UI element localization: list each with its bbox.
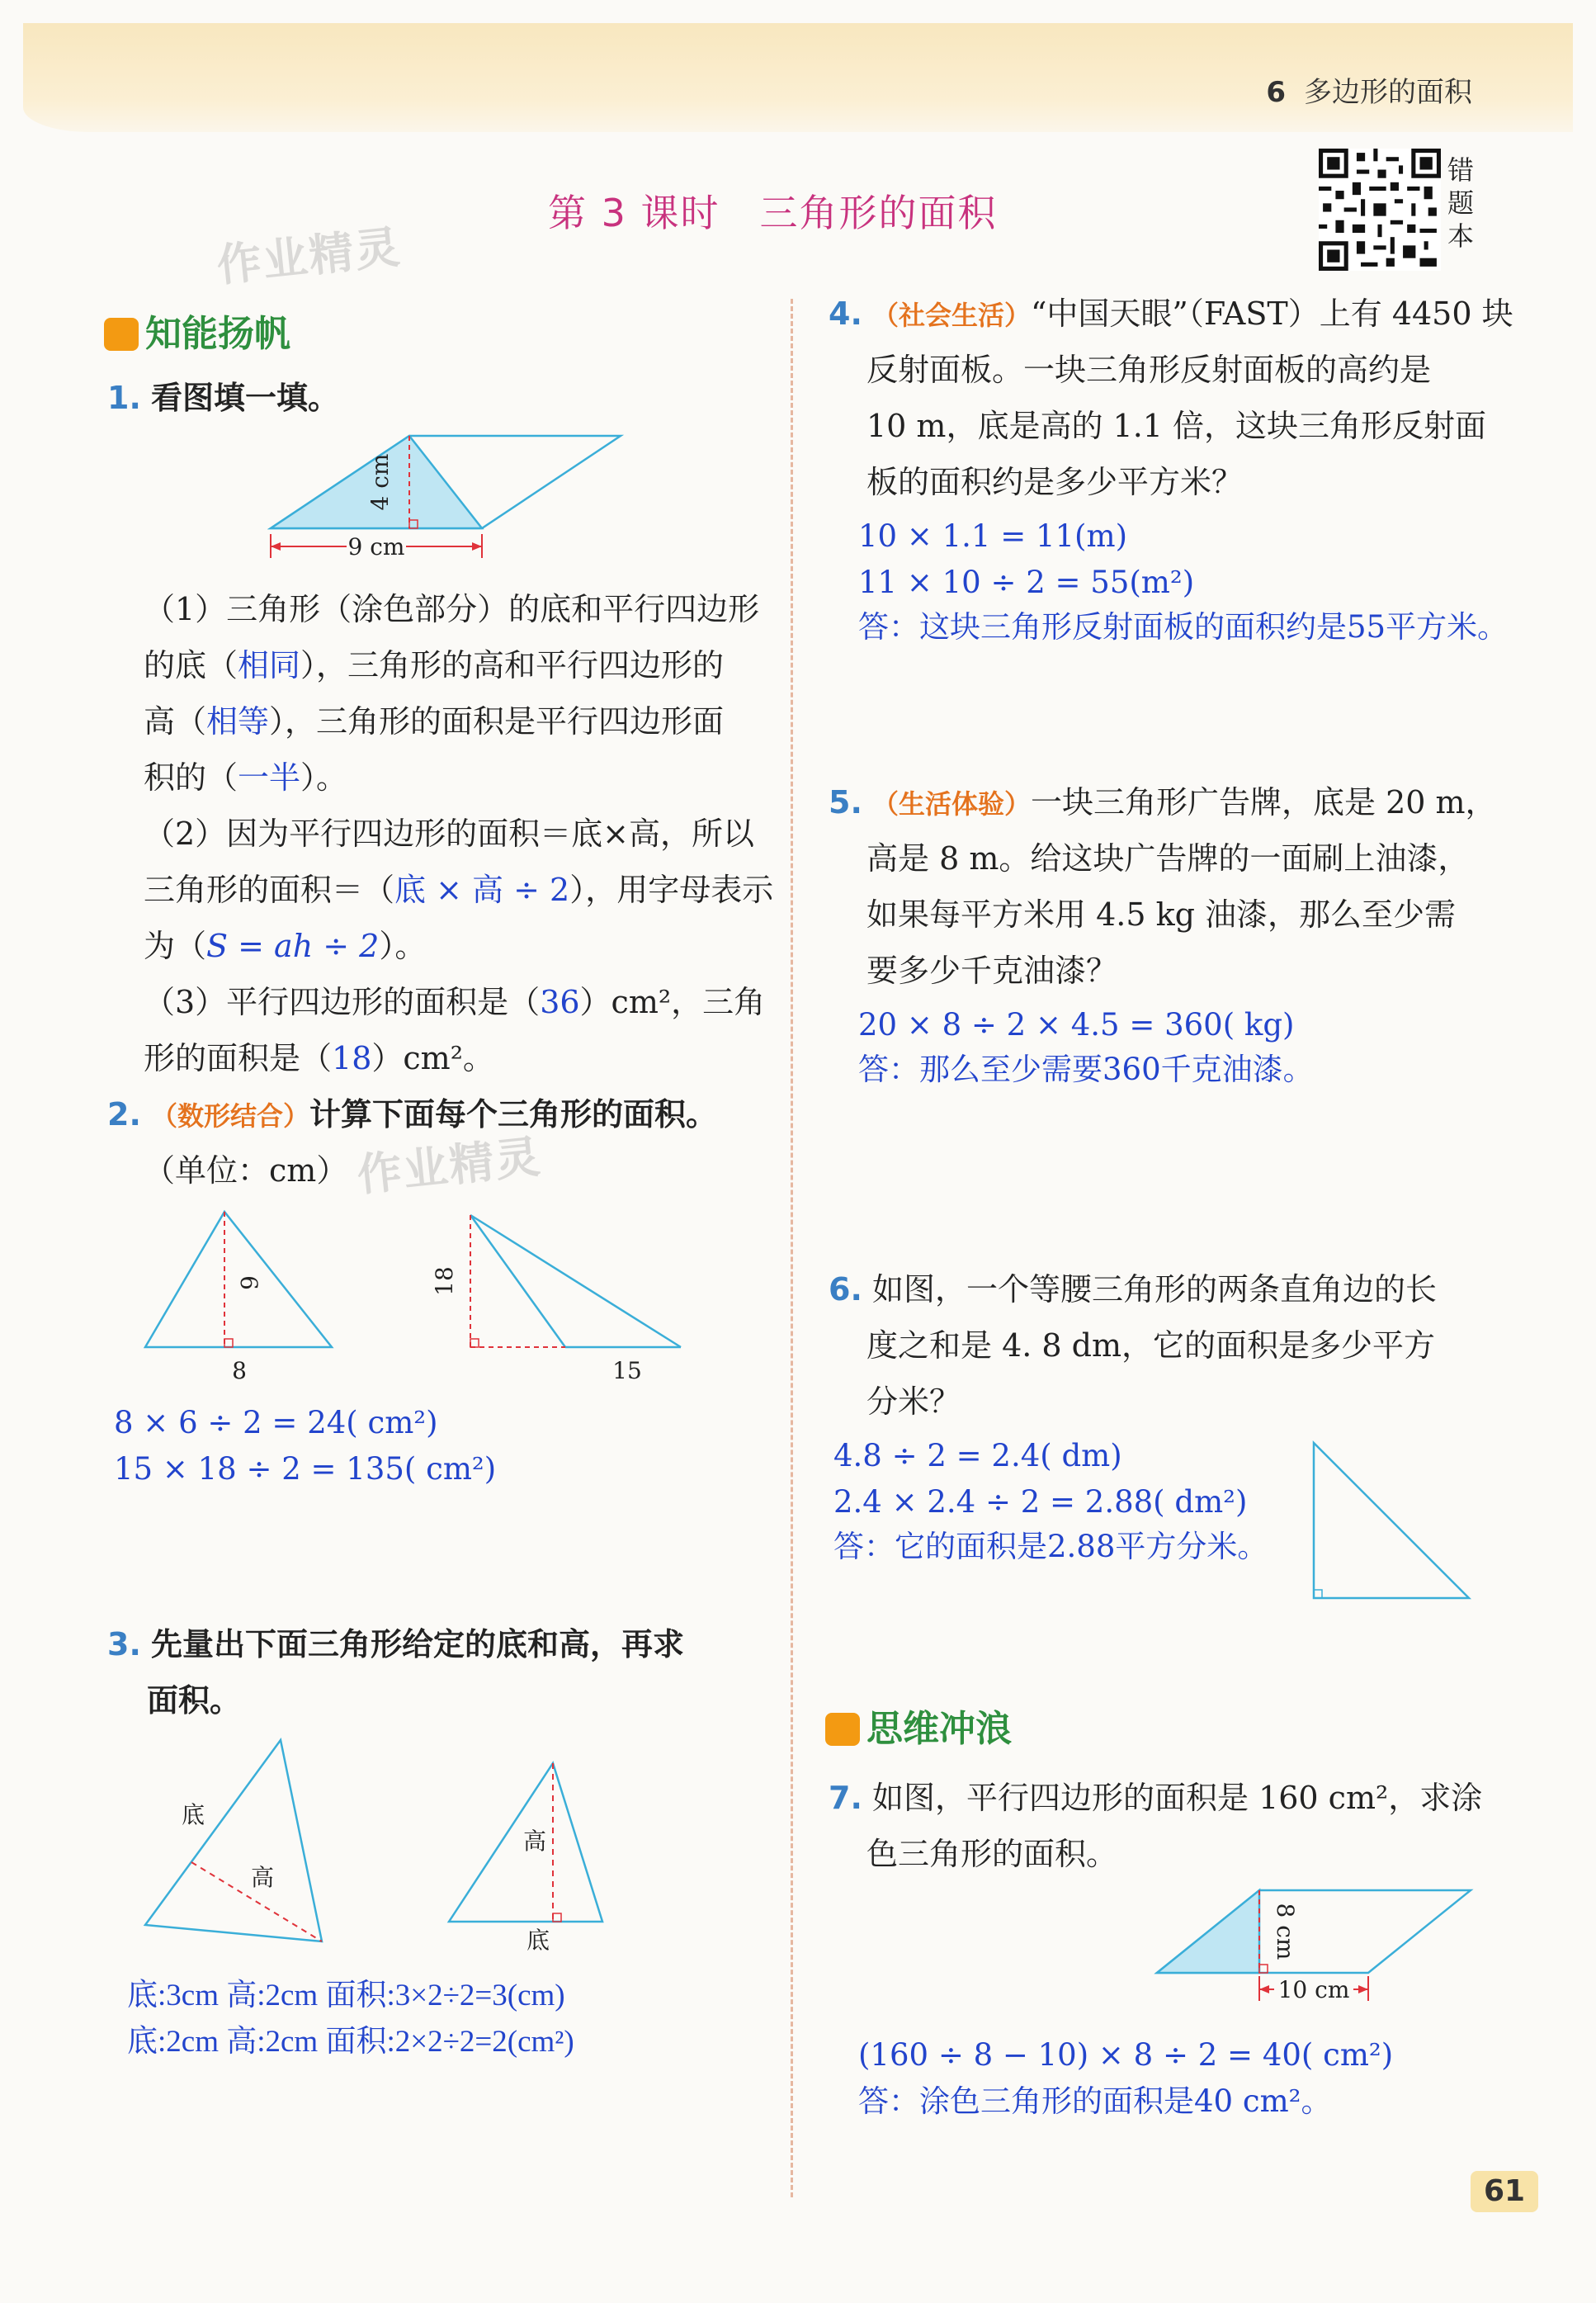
q1-base-label: 9 cm	[347, 533, 405, 560]
q4-line: 反射面板。一块三角形反射面板的高约是	[866, 352, 1432, 388]
q7-height-label: 8 cm	[1272, 1903, 1299, 1960]
question-3-prompt: 3. 先量出下面三角形给定的底和高，再求	[107, 1626, 684, 1662]
q3-answer-line[interactable]: 底:2cm 高:2cm 面积:2×2÷2=2(cm²)	[127, 2025, 574, 2059]
q1-line: （1）三角形（涂色部分）的底和平行四边形	[144, 591, 760, 627]
q6-answer-line[interactable]: 答：它的面积是2.88平方分米。	[833, 1529, 1268, 1564]
q2-t2-height: 18	[431, 1266, 458, 1296]
chapter-title: 多边形的面积	[1304, 76, 1472, 109]
lesson-title: 第 3 课时 三角形的面积	[548, 191, 998, 235]
page-number: 61	[1471, 2171, 1538, 2212]
question-5-prompt: 5. （生活体验）一块三角形广告牌，底是 20 m，	[829, 784, 1497, 820]
qr-code-icon[interactable]	[1319, 149, 1441, 271]
q2-triangles-figure	[140, 1207, 701, 1388]
section-heading-basic: 知能扬帆	[104, 304, 290, 357]
section-wave-icon	[825, 1713, 860, 1746]
q5-line: 高是 8 m。给这块广告牌的一面刷上油漆，	[866, 840, 1470, 877]
qr-label: 错 题 本	[1447, 154, 1475, 252]
q1-answer-blank[interactable]: 36	[540, 984, 580, 1020]
chapter-header	[1266, 69, 1472, 110]
q1-answer-blank[interactable]: S = ah ÷ 2	[206, 928, 380, 964]
section-flag-icon	[104, 318, 139, 351]
q4-line: 10 m，底是高的 1.1 倍，这块三角形反射面	[866, 408, 1487, 444]
q4-line: 板的面积约是多少平方米？	[866, 464, 1244, 500]
q5-answer-line[interactable]: 20 × 8 ÷ 2 × 4.5 = 360( kg)	[858, 1007, 1295, 1043]
question-7-prompt: 7. 如图，平行四边形的面积是 160 cm²，求涂	[829, 1780, 1483, 1816]
watermark: 作业精灵	[214, 220, 404, 292]
q5-line: 要多少千克油漆？	[866, 953, 1118, 989]
q1-line: 积的（一半）。	[144, 759, 348, 796]
q1-line: （3）平行四边形的面积是（36）cm²，三角	[144, 984, 766, 1020]
q6-right-triangle-figure	[1310, 1440, 1476, 1605]
q3-triangles-figure	[140, 1733, 619, 1956]
question-2-prompt: 2. （数形结合）计算下面每个三角形的面积。	[107, 1096, 718, 1133]
q1-line: 为（S = ah ÷ 2）。	[144, 928, 427, 964]
q2-t1-base: 8	[232, 1357, 247, 1384]
q3-t1-base-label: 底	[181, 1801, 205, 1828]
q5-answer-line[interactable]: 答：那么至少需要360千克油漆。	[858, 1052, 1314, 1087]
question-1-prompt: 1. 看图填一填。	[107, 380, 339, 416]
q6-answer-line[interactable]: 4.8 ÷ 2 = 2.4( dm)	[833, 1438, 1122, 1473]
q7-answer-line[interactable]: (160 ÷ 8 − 10) × 8 ÷ 2 = 40( cm²)	[858, 2037, 1394, 2073]
q1-answer-blank[interactable]: 一半	[238, 759, 301, 796]
q7-base-label: 10 cm	[1277, 1976, 1350, 2003]
q7-line: 色三角形的面积。	[866, 1836, 1118, 1872]
q2-answer-line[interactable]: 15 × 18 ÷ 2 = 135( cm²)	[114, 1451, 497, 1487]
q4-answer-line[interactable]: 11 × 10 ÷ 2 = 55(m²)	[858, 565, 1195, 600]
question-4-prompt: 4. （社会生活）“中国天眼”（FAST）上有 4450 块	[829, 296, 1513, 332]
q1-answer-blank[interactable]: 相等	[206, 703, 270, 740]
q6-line: 度之和是 4. 8 dm，它的面积是多少平方	[866, 1327, 1436, 1364]
chapter-number: 6	[1266, 76, 1286, 109]
q7-parallelogram-figure	[1152, 1887, 1482, 2019]
q1-answer-blank[interactable]: 底 × 高 ÷ 2	[394, 872, 570, 908]
q2-answer-line[interactable]: 8 × 6 ÷ 2 = 24( cm²)	[114, 1405, 438, 1440]
q1-parallelogram-figure	[264, 429, 627, 570]
q6-answer-line[interactable]: 2.4 × 2.4 ÷ 2 = 2.88( dm²)	[833, 1484, 1248, 1520]
q5-line: 如果每平方米用 4.5 kg 油漆，那么至少需	[866, 896, 1457, 933]
q2-t1-height: 6	[235, 1275, 262, 1290]
watermark: 作业精灵	[354, 1130, 545, 1202]
q1-line: 形的面积是（18）cm²。	[144, 1040, 494, 1076]
q1-answer-blank[interactable]: 相同	[238, 647, 301, 683]
q4-answer-line[interactable]: 10 × 1.1 = 11(m)	[858, 518, 1128, 554]
q3-answer-line[interactable]: 底:3cm 高:2cm 面积:3×2÷2=3(cm)	[127, 1979, 565, 2012]
q2-unit: （单位：cm）	[144, 1152, 348, 1189]
q6-line: 分米？	[866, 1383, 961, 1420]
q1-line: 三角形的面积＝（底 × 高 ÷ 2），用字母表示	[144, 872, 774, 908]
question-6-prompt: 6. 如图，一个等腰三角形的两条直角边的长	[829, 1271, 1437, 1308]
q1-line: 高（相等），三角形的面积是平行四边形面	[144, 703, 725, 740]
q1-answer-blank[interactable]: 18	[332, 1040, 372, 1076]
q1-line: （2）因为平行四边形的面积＝底×高，所以	[144, 816, 755, 852]
q1-line: 的底（相同），三角形的高和平行四边形的	[144, 647, 725, 683]
q4-answer-line[interactable]: 答：这块三角形反射面板的面积约是55平方米。	[858, 609, 1509, 645]
q3-t1-height-label: 高	[250, 1864, 275, 1891]
q3-t2-height-label: 高	[522, 1828, 547, 1855]
section-heading-advanced: 思维冲浪	[825, 1699, 1012, 1752]
q3-t2-base-label: 底	[526, 1927, 550, 1954]
q1-height-label: 4 cm	[366, 453, 394, 511]
column-divider	[791, 299, 793, 2197]
q2-t2-base: 15	[612, 1357, 642, 1384]
q3-prompt-cont: 面积。	[147, 1682, 242, 1719]
q7-answer-line[interactable]: 答：涂色三角形的面积是40 cm²。	[858, 2083, 1332, 2119]
